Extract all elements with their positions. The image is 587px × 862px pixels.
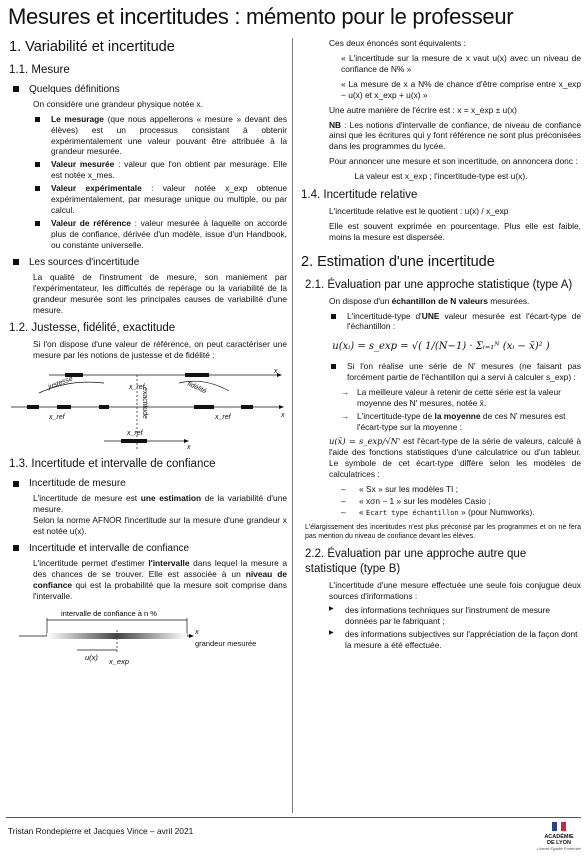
list-item: ▶ des informations subjectives sur l'appréciation de la façon dont la mesure a été effectuée.: [329, 629, 581, 651]
justesse-intro: Si l'on dispose d'une valeur de référence, on peut caractériser une mesure par les notions de justesse et de fidélité :: [33, 339, 287, 361]
xref-label: x_ref: [127, 430, 143, 438]
xref-label: x_ref: [129, 384, 145, 392]
grandeur-label: grandeur mesurée: [195, 638, 257, 648]
interval-label: intervalle de confiance à n %: [61, 608, 157, 618]
footer-divider: [6, 817, 581, 818]
definitions-heading: [13, 83, 287, 96]
list-item: [341, 411, 581, 433]
point-cluster: [121, 439, 147, 443]
section-2-heading: 2. Estimation d'une incertitude: [301, 253, 495, 270]
mono-text: Ecart type échantillon: [366, 509, 459, 518]
xref-label: x_ref: [215, 414, 231, 422]
page-title: Mesures et incertitudes : mémento pour le professeur: [8, 4, 514, 29]
xexp-label: x_exp: [109, 656, 130, 666]
annonce-text: Pour annoncer une mesure et son incertitude, on annoncera donc :: [329, 156, 578, 167]
bold-text: échantillon de N valeurs: [391, 295, 488, 306]
text-span: valeur mesurée est l'écart-type de l'échantillon :: [347, 310, 581, 332]
list-item: Si l'on réalise une série de N' mesures (ne faisant pas forcément partie de l'échantillon qui a servi à calculer s_exp) :: [329, 361, 581, 383]
list-item: [329, 311, 581, 333]
moyenne-text: [329, 436, 581, 480]
moyenne-formula: u(x̄) = s_exp/√N': [329, 435, 401, 446]
definition-text: : valeur que l'on obtient par mesurage. Elle est notée x_mes.: [51, 159, 287, 181]
section-2-1-heading: 2.1. Évaluation par une approche statistique (type A): [305, 278, 573, 291]
elargissement-note: L'élargissement des incertitudes n'est plus préconisé par les programmes et on ne fera pas mention du niveau de confiance devant les élèves.: [305, 523, 581, 540]
justesse-label: justesse: [47, 375, 74, 392]
section-1-4-heading: 1.4. Incertitude relative: [301, 189, 418, 202]
footer-credits: Tristan Rondepierre et Jacques Vince – avril 2021: [8, 826, 194, 836]
definition-text: : valeur mesurée à laquelle on accorde plus de confiance, dérivée d'un modèle, issue d'un Handbook, ou constante universelle.: [51, 218, 287, 250]
list-item: [33, 159, 287, 181]
square-bullet-icon: [13, 259, 19, 265]
type-b-text: L'incertitude d'une mesure effectuée une seule fois conjugue deux sources d'informations :: [329, 579, 581, 601]
flag-icon: [552, 822, 566, 831]
exactitude-label: exactitude: [141, 387, 148, 420]
definition-text: (que nous appellerons « mesure » devant des élèves) est un processus consistant à obtenir expérimentalement une valeur pouvant être attribuée à la grandeur mesurée.: [51, 113, 288, 157]
intervalle-heading: [13, 542, 287, 555]
text-span: L'incertitude permet d'estimer: [33, 557, 149, 568]
text-span: de la variabilité d'une mesure.: [33, 493, 288, 515]
interval-bar: [47, 633, 187, 639]
point-cluster: [99, 405, 109, 409]
list-item: [33, 183, 287, 216]
logo-line-1: ACADÉMIE: [544, 833, 574, 840]
text-span: : Les notions d'intervalle de confiance, de niveau de confiance ainsi que les écritures qui y font référence ne sont plus préconisées dans les programmes du lycée.: [329, 119, 581, 152]
right-column: [301, 38, 581, 654]
text-span: dans lequel la mesure a des chances de se trouver. Elle est associée à un: [33, 557, 288, 579]
square-bullet-icon: [13, 545, 19, 551]
serie-list: [329, 361, 581, 383]
fidelite-label: fidélité: [186, 380, 208, 396]
text-span: On dispose d'un: [329, 295, 392, 306]
serie-arrow-list: [341, 387, 581, 433]
square-bullet-icon: [13, 481, 19, 487]
sources-heading: [13, 256, 287, 269]
section-1-1-heading: 1.1. Mesure: [9, 63, 70, 76]
point-cluster: [185, 373, 209, 377]
bold-text: la moyenne: [434, 411, 481, 422]
bold-text: NB: [329, 119, 342, 130]
text-span: de ces N' mesures est l'écart-type sur la moyenne :: [357, 411, 566, 432]
list-item: [33, 218, 287, 251]
relative-text-1: L'incertitude relative est le quotient : u(x) / x_exp: [329, 206, 509, 217]
bold-text: UNE: [421, 310, 440, 321]
quote-2: « La mesure de x a N% de chance d'être comprise entre x_exp − u(x) et x_exp + u(x) »: [341, 78, 581, 100]
logo-motto: Liberté Égalité Fraternité: [537, 846, 581, 852]
axis-x-label: x: [281, 412, 285, 420]
relative-text-2: Elle est souvent exprimée en pourcentage. Plus elle est faible, moins la mesure est dispersée.: [329, 221, 581, 242]
sources-heading-text: Les sources d'incertitude: [29, 256, 140, 268]
autre-ecriture: Une autre manière de l'écrire est : x = x_exp ± u(x): [329, 104, 517, 115]
arrow-icon: [184, 439, 189, 443]
left-column: [9, 38, 287, 670]
section-1-3-heading: 1.3. Incertitude et intervalle de confiance: [9, 458, 216, 471]
point-cluster: [27, 405, 39, 409]
definition-text: : valeur notée x_exp obtenue expérimentalement, par mesurage unique ou multiple, ou par calcul.: [51, 183, 288, 216]
definitions-heading-text: Quelques définitions: [29, 83, 120, 95]
ecart-type-formula: u(xᵢ) = s_exp = √( 1/(N−1) · Σᵢ₌₁ᴺ (xᵢ − x̄)² ): [332, 341, 550, 353]
definitions-intro: On considère une grandeur physique notée x.: [33, 98, 203, 109]
definitions-list: [33, 114, 287, 251]
intervalle-text: [33, 558, 287, 602]
equiv-text: Ces deux énoncés sont équivalents :: [329, 38, 466, 48]
incertitude-text: [33, 493, 287, 537]
section-2-2-heading: 2.2. Évaluation par une approche autre que statistique (type B): [305, 547, 527, 575]
axis-x-label: x: [195, 626, 199, 636]
bold-text: une estimation: [140, 493, 202, 504]
section-1-2-heading: 1.2. Justesse, fidélité, exactitude: [9, 322, 176, 335]
type-a-list: [329, 311, 581, 333]
square-bullet-icon: [13, 86, 19, 92]
text-span: mesurées.: [487, 295, 530, 306]
text-span: L'incertitude-type d': [347, 310, 422, 321]
text-span: Selon la norme AFNOR l'incertitude sur la mesure d'une grandeur x est notée u(x).: [33, 515, 287, 536]
text-span: » (pour Numworks).: [458, 507, 535, 518]
sources-text: La qualité de l'instrument de mesure, son maniement par l'expérimentateur, les difficultés de repérage ou la variabilité de la grandeur mesurée sont les principales causes de variabilité d'une mesure.: [33, 271, 287, 315]
incertitude-heading-text: Incertitude de mesure: [29, 478, 126, 490]
arrow-icon: [277, 373, 282, 377]
type-b-list: [329, 605, 581, 651]
arrow-icon: [189, 634, 194, 638]
calculatrice-list: [341, 484, 581, 519]
column-divider: [292, 38, 293, 813]
text-span: L'incertitude de mesure est: [33, 493, 141, 504]
text-span: «: [359, 507, 366, 518]
annonce-formula: La valeur est x_exp ; l'incertitude-type est u(x).: [354, 171, 528, 182]
axis-x-label: x: [187, 444, 191, 452]
list-item: – « xσn − 1 » sur les modèles Casio ;: [341, 496, 581, 507]
logo-line-2: DE LYON: [547, 839, 571, 846]
axis-x-label: x: [274, 368, 278, 376]
list-item: [341, 507, 581, 518]
arrow-icon: [279, 405, 284, 409]
confidence-interval-diagram: [9, 606, 287, 670]
ux-label: u(x): [85, 652, 98, 662]
list-item: [33, 114, 287, 158]
point-cluster: [241, 405, 253, 409]
text-span: L'incertitude-type de: [357, 411, 435, 422]
definition-term: Valeur de référence: [51, 218, 131, 228]
definition-term: Le mesurage: [51, 113, 104, 124]
definition-term: Valeur mesurée: [51, 159, 115, 170]
intervalle-heading-text: Incertitude et intervalle de confiance: [29, 542, 190, 554]
point-cluster: [57, 405, 71, 409]
point-cluster: [194, 405, 214, 409]
echantillon-text: [329, 296, 581, 307]
list-item: → La meilleure valeur à retenir de cette série est la valeur moyenne des N' mesures, notée x̄.: [341, 387, 581, 409]
text-span: qui est la probabilité que la mesure soit comprise dans l'intervalle.: [33, 579, 287, 601]
academie-logo: [537, 822, 581, 851]
bold-text: niveau de confiance: [33, 568, 287, 590]
nb-text: [329, 120, 581, 153]
justesse-fidelite-diagram: [9, 365, 287, 451]
section-1-heading: 1. Variabilité et incertitude: [9, 39, 175, 55]
incertitude-heading: [13, 477, 287, 490]
xref-label: x_ref: [49, 414, 65, 422]
quote-1: « L'incertitude sur la mesure de x vaut u(x) avec un niveau de confiance de N% »: [341, 52, 581, 74]
list-item: ▶ des informations techniques sur l'instrument de mesure données par le fabriquant ;: [329, 605, 581, 627]
text-span: est l'écart-type de la série de valeurs, calculé à l'aide des fonctions statistiques d'une calculatrice ou d'un tableur. Le symbole de cet écart-type diffère selon les modèles de calculatrices :: [329, 435, 581, 479]
list-item: – « Sx » sur les modèles TI ;: [341, 484, 581, 495]
bold-text: l'intervalle: [148, 557, 190, 568]
definition-term: Valeur expérimentale: [51, 183, 142, 194]
